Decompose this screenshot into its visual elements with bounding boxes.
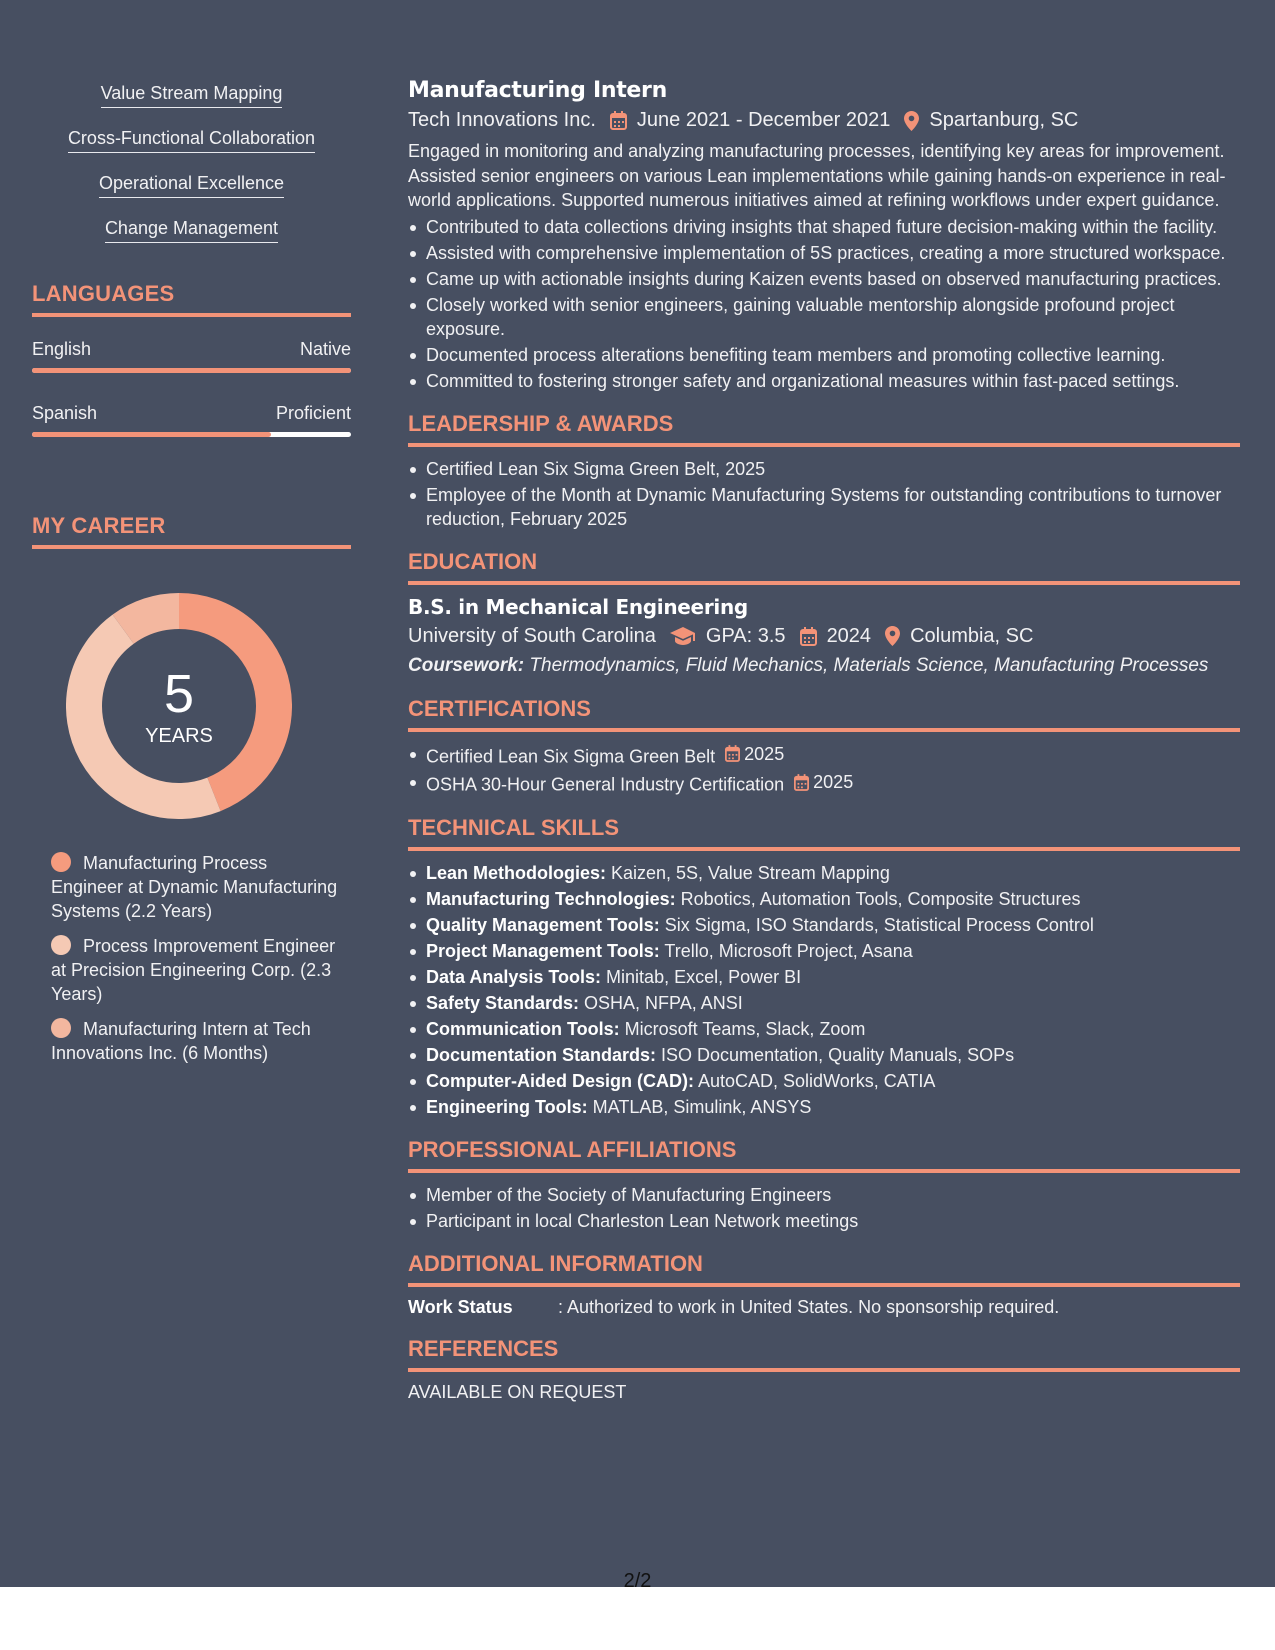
list-item <box>408 913 1240 937</box>
skill-label: Cross-Functional Collaboration <box>68 127 315 153</box>
skill-item <box>32 127 351 153</box>
work-status-row <box>408 1297 1240 1318</box>
skill-values: Six Sigma, ISO Standards, Statistical Process Control <box>659 914 1094 935</box>
language-bar-fill <box>32 368 351 373</box>
skill-category: Manufacturing Technologies: <box>426 888 676 909</box>
additional-info-heading: ADDITIONAL INFORMATION <box>408 1251 1240 1287</box>
list-item: Member of the Society of Manufacturing Engineers <box>408 1183 1240 1207</box>
job-dates: June 2021 - December 2021 <box>636 109 891 131</box>
school-name: University of South Carolina <box>408 624 656 647</box>
skill-values: OSHA, NFPA, ANSI <box>579 992 743 1013</box>
career-legend-text: Manufacturing Process Engineer at Dynamic Manufacturing Systems (2.2 Years) <box>51 853 338 921</box>
career-legend-item <box>51 1017 341 1065</box>
skill-values: Microsoft Teams, Slack, Zoom <box>619 1018 866 1039</box>
list-item: Contributed to data collections driving insights that shaped future decision-making within the facility. <box>408 215 1240 239</box>
language-name: Spanish <box>32 403 98 423</box>
references-heading: REFERENCES <box>408 1336 1240 1372</box>
list-item <box>408 1095 1240 1119</box>
affiliations-list <box>408 1183 1240 1233</box>
list-item <box>408 770 1240 797</box>
skill-item <box>32 172 351 198</box>
work-status-label: Work Status <box>408 1296 513 1317</box>
awards-heading: LEADERSHIP & AWARDS <box>408 411 1240 447</box>
coursework-label: Coursework: <box>408 654 525 676</box>
gpa: GPA: 3.5 <box>705 624 786 647</box>
coursework-list: Thermodynamics, Fluid Mechanics, Materials Science, Manufacturing Processes <box>524 654 1209 676</box>
career-legend-text: Process Improvement Engineer at Precision Engineering Corp. (2.3 Years) <box>51 936 336 1004</box>
list-item <box>408 887 1240 911</box>
affiliations-heading: PROFESSIONAL AFFILIATIONS <box>408 1137 1240 1173</box>
school-location: Columbia, SC <box>910 624 1034 647</box>
skill-item <box>32 82 351 108</box>
skill-category: Data Analysis Tools: <box>426 966 602 987</box>
job-bullets <box>408 215 1240 393</box>
skill-category: Documentation Standards: <box>426 1044 657 1065</box>
education-meta <box>408 625 1240 648</box>
skill-label: Operational Excellence <box>99 172 284 198</box>
calendar-icon <box>800 627 817 646</box>
language-spanish <box>32 403 351 437</box>
skill-label: Change Management <box>105 217 278 243</box>
calendar-icon <box>794 774 809 791</box>
legend-dot-icon <box>51 935 71 955</box>
list-item: Employee of the Month at Dynamic Manufacturing Systems for outstanding contributions to turnover reduction, February 2025 <box>408 483 1240 531</box>
language-level: Proficient <box>275 403 351 423</box>
skill-values: Kaizen, 5S, Value Stream Mapping <box>606 862 890 883</box>
career-legend <box>32 851 351 1065</box>
skill-item <box>32 217 351 243</box>
list-item <box>408 965 1240 989</box>
career-heading: MY CAREER <box>32 513 351 549</box>
location-pin-icon <box>904 111 919 131</box>
language-bar-fill <box>32 432 271 437</box>
technical-skills-heading: TECHNICAL SKILLS <box>408 815 1240 851</box>
certifications-heading: CERTIFICATIONS <box>408 696 1240 732</box>
list-item <box>408 1043 1240 1067</box>
career-years-number: 5 <box>163 663 195 724</box>
coursework <box>408 654 1240 678</box>
skill-category: Project Management Tools: <box>426 940 660 961</box>
list-item <box>408 991 1240 1015</box>
career-legend-item <box>51 934 341 1006</box>
certification-name: OSHA 30-Hour General Industry Certification <box>426 774 785 795</box>
main-content <box>408 78 1240 1403</box>
awards-list <box>408 457 1240 531</box>
sidebar <box>32 82 351 1076</box>
skill-category: Quality Management Tools: <box>426 914 660 935</box>
skill-values: ISO Documentation, Quality Manuals, SOPs <box>656 1044 1015 1065</box>
skill-values: Minitab, Excel, Power BI <box>601 966 802 987</box>
list-item: Came up with actionable insights during Kaizen events based on observed manufacturing practices. <box>408 267 1240 291</box>
skill-category: Lean Methodologies: <box>426 862 606 883</box>
location-pin-icon <box>885 626 900 646</box>
calendar-icon <box>610 111 627 130</box>
list-item: Participant in local Charleston Lean Network meetings <box>408 1209 1240 1233</box>
certifications-list <box>408 742 1240 797</box>
graduation-cap-icon <box>670 627 696 645</box>
list-item: Certified Lean Six Sigma Green Belt, 2025 <box>408 457 1240 481</box>
career-donut-chart <box>66 593 292 819</box>
list-item <box>408 939 1240 963</box>
list-item: Assisted with comprehensive implementation of 5S practices, creating a more structured workspace. <box>408 241 1240 265</box>
list-item: Committed to fostering stronger safety and organizational measures within fast-paced settings. <box>408 369 1240 393</box>
language-bar <box>32 432 351 437</box>
skill-category: Communication Tools: <box>426 1018 620 1039</box>
page-number: 2/2 <box>623 1570 652 1592</box>
legend-dot-icon <box>51 1018 71 1038</box>
work-status-value: : Authorized to work in United States. No sponsorship required. <box>558 1296 1060 1317</box>
degree-title: B.S. in Mechanical Engineering <box>408 594 748 619</box>
list-item <box>408 861 1240 885</box>
list-item <box>408 1017 1240 1041</box>
skill-values: Robotics, Automation Tools, Composite Structures <box>675 888 1081 909</box>
graduation-year: 2024 <box>826 624 872 647</box>
certification-name: Certified Lean Six Sigma Green Belt <box>426 746 716 766</box>
skill-values: Trello, Microsoft Project, Asana <box>659 940 913 961</box>
calendar-icon <box>725 745 740 762</box>
list-item <box>408 742 1240 769</box>
language-name: English <box>32 339 92 359</box>
education-heading: EDUCATION <box>408 549 1240 585</box>
skill-values: MATLAB, Simulink, ANSYS <box>587 1096 812 1117</box>
technical-skills-list <box>408 861 1240 1119</box>
list-item: Closely worked with senior engineers, gaining valuable mentorship alongside profound project exposure. <box>408 293 1240 341</box>
skill-category: Safety Standards: <box>426 992 580 1013</box>
languages-heading: LANGUAGES <box>32 281 351 317</box>
job-title: Manufacturing Intern <box>408 78 667 103</box>
company-name: Tech Innovations Inc. <box>408 109 596 131</box>
career-legend-item <box>51 851 341 923</box>
job-location: Spartanburg, SC <box>929 109 1079 131</box>
certification-year: 2025 <box>813 772 854 792</box>
references-text: AVAILABLE ON REQUEST <box>408 1381 627 1402</box>
list-item <box>408 1069 1240 1093</box>
job-meta <box>408 109 1240 132</box>
skill-label: Value Stream Mapping <box>101 82 283 108</box>
skill-category: Computer-Aided Design (CAD): <box>426 1070 694 1091</box>
career-legend-text: Manufacturing Intern at Tech Innovations Inc. (6 Months) <box>51 1019 311 1063</box>
language-level: Native <box>299 339 351 359</box>
career-years-unit: YEARS <box>145 724 213 747</box>
job-summary: Engaged in monitoring and analyzing manufacturing processes, identifying key areas for improvement. Assisted senior engineers on various Lean implementations while gaining hands-on experience in real-world applications. Supported numerous initiatives aimed at refining workflows under expert guidance. <box>408 141 1226 210</box>
skill-values: AutoCAD, SolidWorks, CATIA <box>694 1070 936 1091</box>
language-english <box>32 339 351 373</box>
language-bar <box>32 368 351 373</box>
legend-dot-icon <box>51 852 71 872</box>
certification-year: 2025 <box>744 743 785 764</box>
list-item: Documented process alterations benefiting team members and promoting collective learning. <box>408 343 1240 367</box>
skill-category: Engineering Tools: <box>426 1096 588 1117</box>
